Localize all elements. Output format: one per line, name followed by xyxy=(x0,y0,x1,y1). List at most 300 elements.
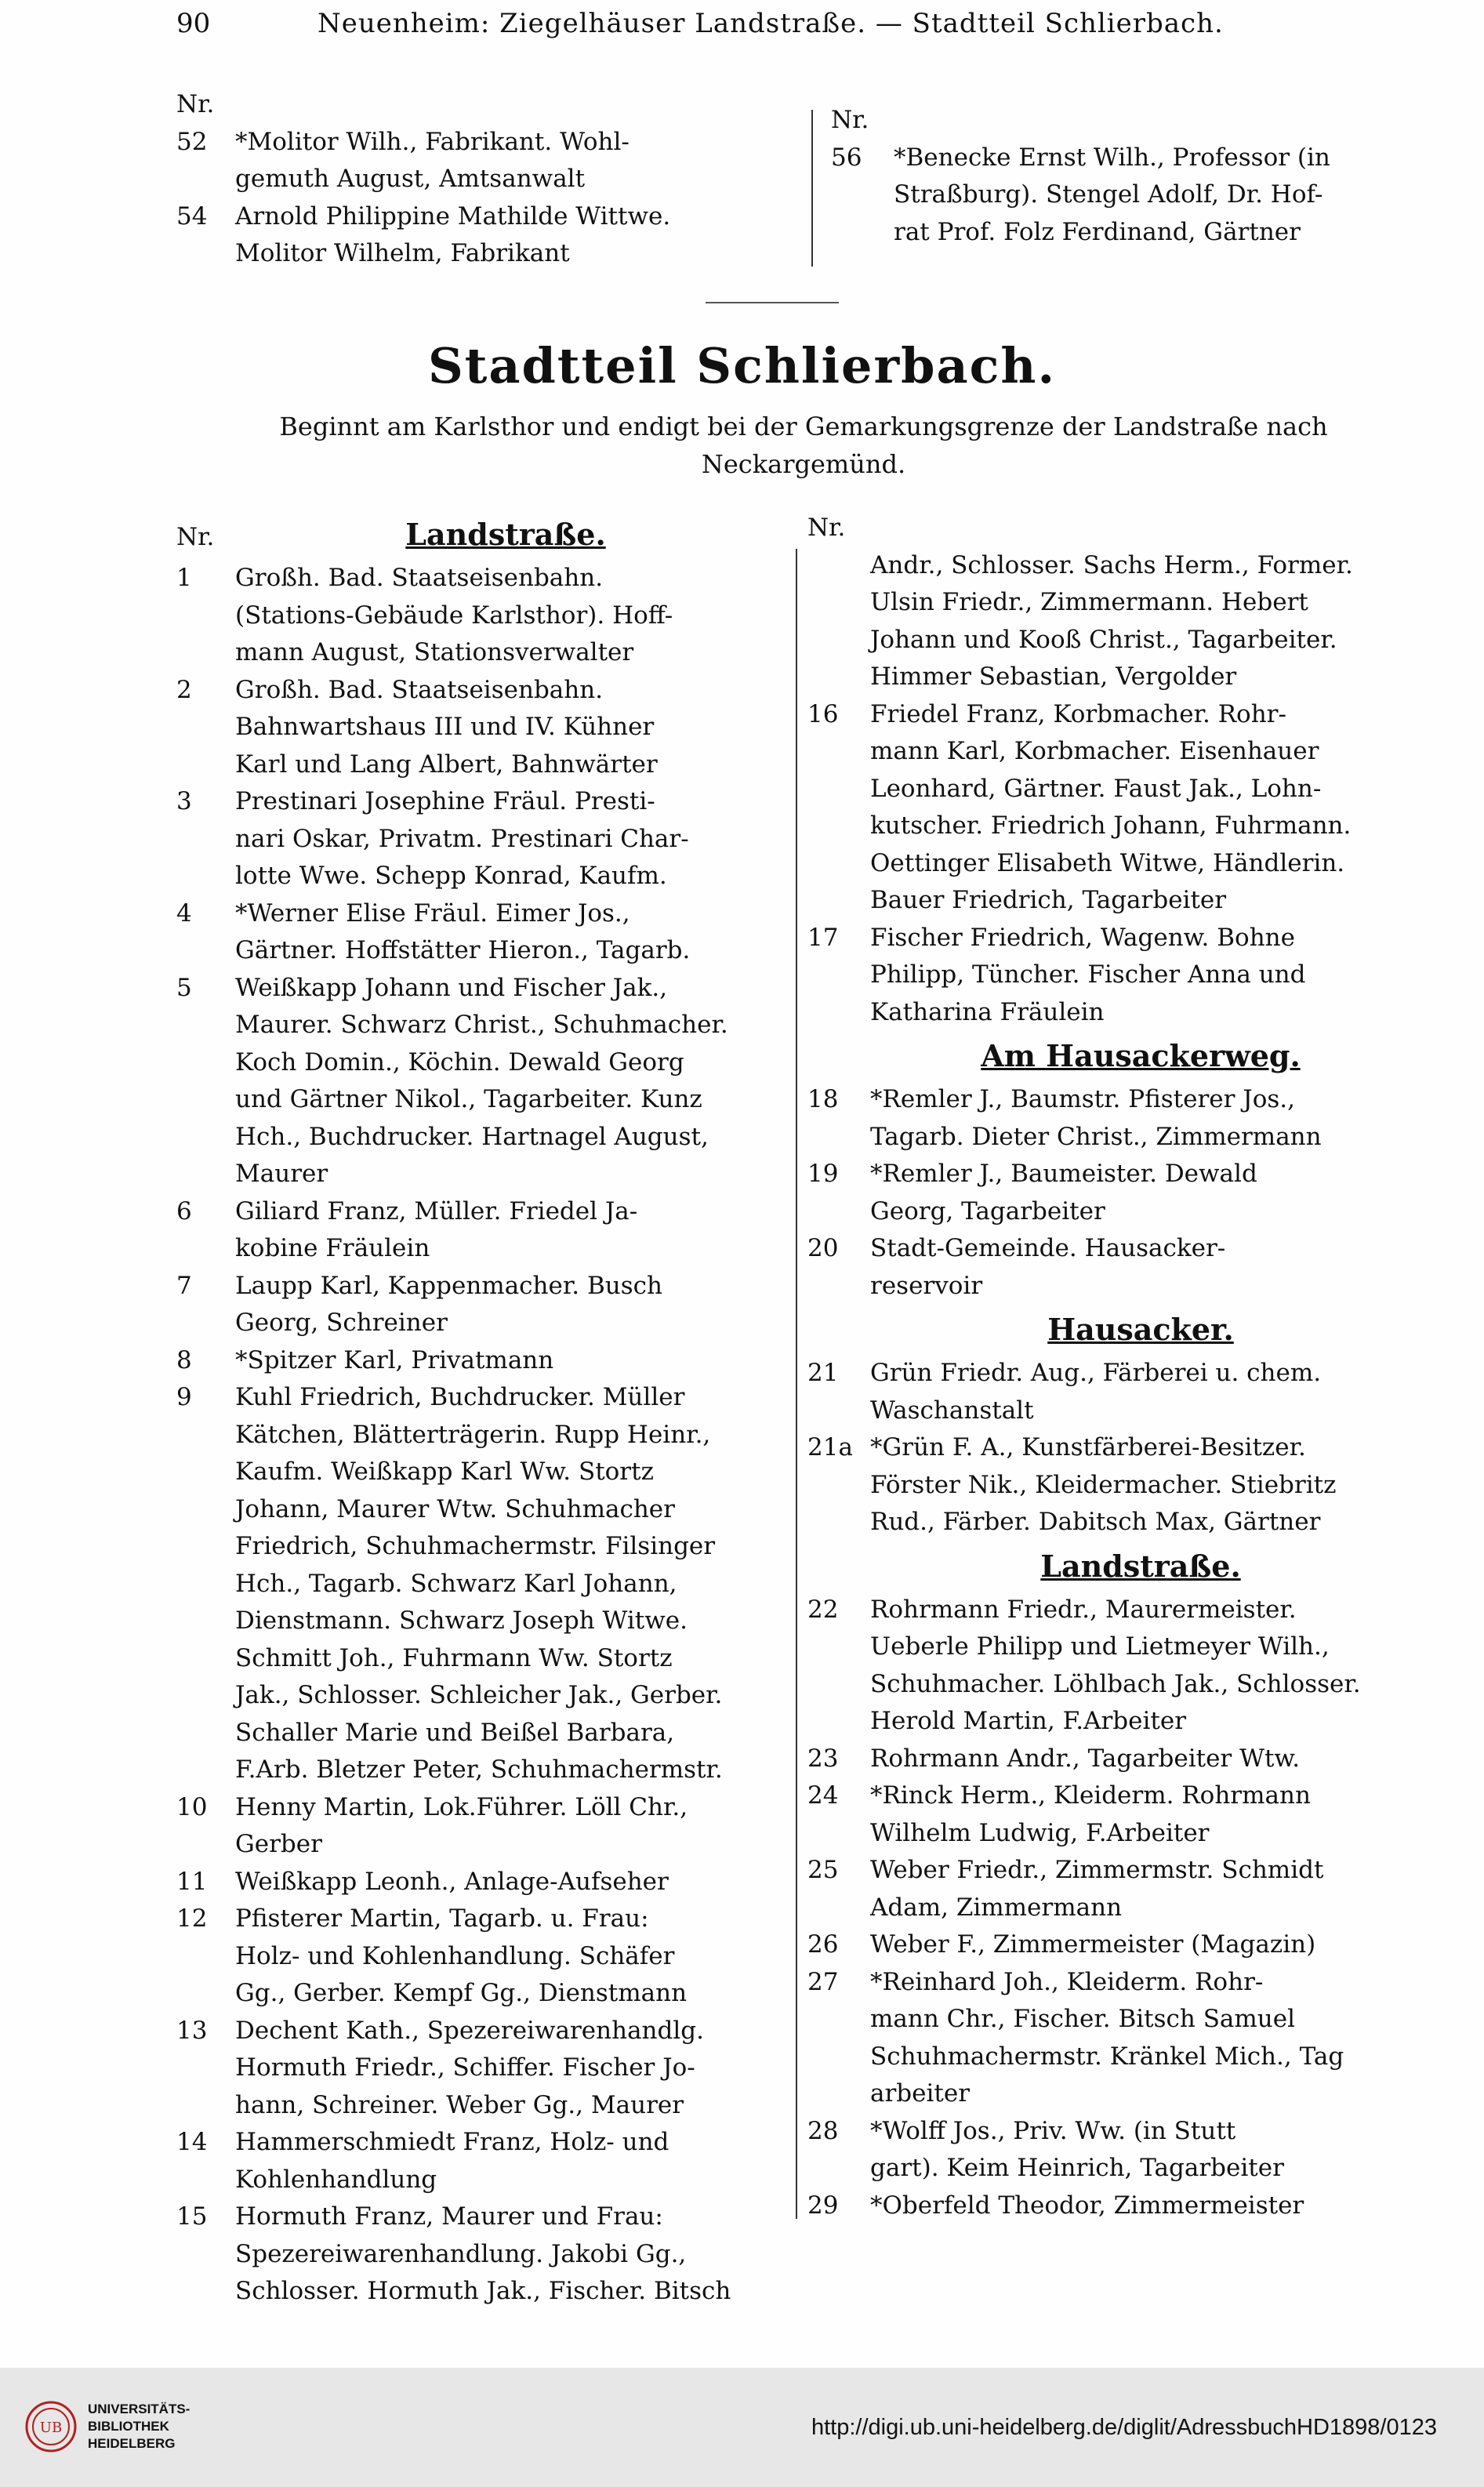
entry-text: Ulsin Friedr., Zimmermann. Hebert xyxy=(870,588,1308,616)
entry-line xyxy=(176,1230,796,1268)
house-number xyxy=(176,161,235,198)
nr-label: Nr. xyxy=(807,514,846,542)
house-number: 54 xyxy=(176,202,208,231)
house-number xyxy=(176,1230,235,1268)
entry-line xyxy=(176,1044,796,1082)
entry-text: hann, Schreiner. Weber Gg., Maurer xyxy=(235,2090,684,2119)
house-number xyxy=(176,1715,235,1752)
house-number xyxy=(176,1566,235,1603)
house-number: 10 xyxy=(176,1792,208,1821)
entry-line xyxy=(176,895,796,933)
entry-line xyxy=(831,214,1474,252)
entry-line xyxy=(176,932,796,970)
entry-text: Henny Martin, Lok.Führer. Löll Chr., xyxy=(235,1792,688,1821)
house-number xyxy=(807,1815,870,1853)
entry-line xyxy=(807,882,1474,920)
house-number xyxy=(176,1640,235,1678)
entry-line xyxy=(807,1268,1474,1305)
house-number: 9 xyxy=(176,1383,192,1411)
entry-text: Schuhmachermstr. Kränkel Mich., Tag xyxy=(870,2042,1344,2071)
entry-line xyxy=(176,2013,796,2050)
entry-text: Georg, Tagarbeiter xyxy=(870,1196,1105,1225)
entry-line xyxy=(831,176,1474,214)
house-number xyxy=(176,1491,235,1529)
entry-line xyxy=(807,2187,1474,2225)
entry-line xyxy=(176,1901,796,1938)
house-number: 29 xyxy=(807,2191,839,2220)
entry-line xyxy=(176,1566,796,1603)
entry-line xyxy=(176,2162,796,2199)
entry-line xyxy=(176,597,796,635)
entry-line xyxy=(807,1852,1474,1890)
entry-text: gemuth August, Amtsanwalt xyxy=(235,165,586,193)
entry-line xyxy=(176,672,796,710)
entry-line xyxy=(176,1528,796,1566)
house-number xyxy=(176,1603,235,1640)
house-number xyxy=(807,1666,870,1704)
entry-text: Fischer Friedrich, Wagenw. Bohne xyxy=(870,923,1295,952)
entry-text: *Spitzer Karl, Privatmann xyxy=(235,1345,554,1374)
entry-text: rat Prof. Folz Ferdinand, Gärtner xyxy=(894,217,1301,246)
entry-text: Rohrmann Friedr., Maurermeister. xyxy=(870,1595,1297,1624)
entry-text: Karl und Lang Albert, Bahnwärter xyxy=(235,750,658,779)
house-number xyxy=(176,709,235,746)
entry-text: Schaller Marie und Beißel Barbara, xyxy=(235,1718,675,1747)
house-number xyxy=(176,1826,235,1864)
entry-line xyxy=(176,1640,796,1678)
entry-text: Tagarb. Dieter Christ., Zimmermann xyxy=(870,1122,1322,1151)
entry-text: Kohlenhandlung xyxy=(235,2165,437,2194)
entry-line xyxy=(807,1741,1474,1778)
house-number xyxy=(176,1454,235,1491)
entry-text: Georg, Schreiner xyxy=(235,1309,448,1337)
entry-text: Leonhard, Gärtner. Faust Jak., Lohn- xyxy=(870,774,1322,803)
house-number: 12 xyxy=(176,1904,208,1933)
entry-text: Weber Friedr., Zimmermstr. Schmidt xyxy=(870,1856,1324,1884)
entry-line xyxy=(176,1938,796,1976)
entry-text: Kuhl Friedrich, Buchdrucker. Müller xyxy=(235,1383,685,1411)
logo-line: BIBLIOTHEK xyxy=(88,2419,169,2434)
section-heading: Hausacker. xyxy=(1047,1312,1234,1347)
entry-text: Oettinger Elisabeth Witwe, Händlerin. xyxy=(870,848,1345,877)
entry-text: Straßburg). Stengel Adolf, Dr. Hof- xyxy=(894,180,1323,209)
section-heading: Landstraße. xyxy=(405,517,606,552)
intro-text: Beginnt am Karlsthor und endigt bei der Gemarkungsgrenze der Landstraße nach Neckargemünd. xyxy=(279,412,1328,479)
entry-text: Rud., Färber. Dabitsch Max, Gärtner xyxy=(870,1508,1321,1536)
house-number: 5 xyxy=(176,973,192,1002)
entry-text: Himmer Sebastian, Vergolder xyxy=(870,663,1237,691)
entry-text: Schuhmacher. Löhlbach Jak., Schlosser. xyxy=(870,1669,1361,1698)
entry-line xyxy=(807,1230,1474,1268)
entry-line xyxy=(176,1454,796,1491)
entry-text: *Wolff Jos., Priv. Ww. (in Stutt xyxy=(870,2116,1236,2145)
house-number xyxy=(807,584,870,622)
entry-line xyxy=(176,1305,796,1342)
top-right-block xyxy=(831,102,1474,251)
house-number xyxy=(176,858,235,895)
house-number xyxy=(176,2236,235,2274)
entry-line xyxy=(807,1628,1474,1666)
entry-line xyxy=(176,1491,796,1529)
house-number: 6 xyxy=(176,1196,192,1225)
entry-line xyxy=(176,1603,796,1640)
entry-line xyxy=(176,2050,796,2087)
nr-label: Nr. xyxy=(831,106,869,134)
house-number xyxy=(807,659,870,696)
entry-line xyxy=(807,2113,1474,2151)
entry-text: Maurer xyxy=(235,1160,328,1188)
house-number: 15 xyxy=(176,2202,208,2231)
house-number xyxy=(176,932,235,970)
entry-text: Hormuth Friedr., Schiffer. Fischer Jo- xyxy=(235,2053,695,2082)
logo-line: UNIVERSITÄTS- xyxy=(88,2402,190,2416)
entry-line xyxy=(807,1777,1474,1815)
entry-text: Wilhelm Ludwig, F.Arbeiter xyxy=(870,1818,1210,1847)
entry-line xyxy=(807,957,1474,994)
house-number: 14 xyxy=(176,2128,208,2156)
house-number xyxy=(807,1392,870,1430)
house-number: 23 xyxy=(807,1744,839,1773)
house-number xyxy=(831,176,894,214)
left-column xyxy=(176,510,796,2311)
entry-line xyxy=(807,1467,1474,1505)
entry-text: lotte Wwe. Schepp Konrad, Kaufm. xyxy=(235,862,667,890)
entry-text: Herold Martin, F.Arbeiter xyxy=(870,1707,1187,1735)
entry-line xyxy=(176,1715,796,1752)
entry-text: Bahnwartshaus III und IV. Kühner xyxy=(235,713,655,741)
house-number xyxy=(807,1467,870,1505)
house-number xyxy=(176,235,235,273)
house-number xyxy=(176,2162,235,2199)
entry-text: Ueberle Philipp und Lietmeyer Wilh., xyxy=(870,1632,1330,1661)
entry-text: mann August, Stationsverwalter xyxy=(235,638,634,666)
house-number xyxy=(176,2050,235,2087)
house-number: 7 xyxy=(176,1271,192,1300)
entry-line xyxy=(807,771,1474,808)
entry-line xyxy=(176,1864,796,1901)
entry-text: Friedel Franz, Korbmacher. Rohr- xyxy=(870,699,1286,728)
house-number: 18 xyxy=(807,1085,839,1113)
entry-line xyxy=(176,161,804,198)
entry-line xyxy=(807,2075,1474,2113)
university-seal-icon xyxy=(24,2399,78,2454)
entry-line xyxy=(176,783,796,821)
entry-text: Jak., Schlosser. Schleicher Jak., Gerber. xyxy=(235,1681,723,1709)
entry-text: Kaufm. Weißkapp Karl Ww. Stortz xyxy=(235,1458,654,1486)
house-number xyxy=(807,882,870,920)
entry-text: *Remler J., Baumstr. Pfisterer Jos., xyxy=(870,1085,1296,1113)
entry-line xyxy=(176,2198,796,2236)
entry-text: Dienstmann. Schwarz Joseph Witwe. xyxy=(235,1607,688,1635)
entry-text: Schmitt Joh., Fuhrmann Ww. Stortz xyxy=(235,1643,673,1672)
entry-text: Grün Friedr. Aug., Färberei u. chem. xyxy=(870,1359,1322,1387)
entry-line xyxy=(807,1964,1474,2002)
house-number xyxy=(807,2001,870,2039)
entry-text: Weißkapp Johann und Fischer Jak., xyxy=(235,973,668,1002)
entry-line xyxy=(176,2236,796,2274)
entry-text: Großh. Bad. Staatseisenbahn. xyxy=(235,564,604,592)
entry-text: *Reinhard Joh., Kleiderm. Rohr- xyxy=(870,1967,1264,1996)
entry-text: Bauer Friedrich, Tagarbeiter xyxy=(870,886,1227,914)
entry-text: Giliard Franz, Müller. Friedel Ja- xyxy=(235,1196,638,1225)
entry-line xyxy=(807,1392,1474,1430)
entry-line xyxy=(807,584,1474,622)
house-number: 27 xyxy=(807,1967,839,1996)
house-number: 52 xyxy=(176,127,208,156)
house-number: 25 xyxy=(807,1856,839,1884)
entry-text: Gg., Gerber. Kempf Gg., Dienstmann xyxy=(235,1979,688,2007)
house-number xyxy=(176,746,235,784)
entry-text: nari Oskar, Privatm. Prestinari Char- xyxy=(235,824,689,853)
entry-line xyxy=(807,1119,1474,1156)
entry-text: Waschanstalt xyxy=(870,1396,1034,1425)
entry-text: reservoir xyxy=(870,1271,983,1300)
house-number xyxy=(176,1081,235,1119)
entry-text: Molitor Wilhelm, Fabrikant xyxy=(235,239,570,267)
house-number xyxy=(176,1938,235,1976)
entry-text: Hormuth Franz, Maurer und Frau: xyxy=(235,2202,663,2231)
entry-text: Förster Nik., Kleidermacher. Stiebritz xyxy=(870,1470,1337,1499)
house-number: 26 xyxy=(807,1930,839,1959)
house-number: 20 xyxy=(807,1234,839,1262)
entry-line xyxy=(176,1007,796,1044)
footer-bar xyxy=(0,2368,1484,2487)
entry-line xyxy=(807,1081,1474,1119)
house-number: 4 xyxy=(176,899,192,928)
entry-line xyxy=(176,198,804,236)
entry-text: Schlosser. Hormuth Jak., Fischer. Bitsch xyxy=(235,2277,731,2305)
entry-line xyxy=(807,845,1474,883)
entry-text: Arnold Philippine Mathilde Wittwe. xyxy=(235,202,671,231)
house-number xyxy=(176,1007,235,1044)
house-number xyxy=(807,1193,870,1231)
entry-text: Hch., Buchdrucker. Hartnagel August, xyxy=(235,1122,709,1151)
house-number xyxy=(807,2150,870,2187)
entry-line xyxy=(176,235,804,273)
house-number: 22 xyxy=(807,1595,839,1624)
house-number: 3 xyxy=(176,787,192,815)
entry-text: Stadt-Gemeinde. Hausacker- xyxy=(870,1234,1226,1262)
entry-text: Adam, Zimmermann xyxy=(870,1893,1123,1922)
entry-line xyxy=(176,1417,796,1454)
entry-text: *Rinck Herm., Kleiderm. Rohrmann xyxy=(870,1781,1311,1810)
entry-line xyxy=(807,920,1474,957)
entry-line xyxy=(176,634,796,672)
entry-text: Gärtner. Hoffstätter Hieron., Tagarb. xyxy=(235,936,691,964)
entry-line xyxy=(807,1156,1474,1193)
top-left-block xyxy=(176,86,804,273)
house-number: 17 xyxy=(807,923,839,952)
entry-line xyxy=(176,1119,796,1156)
house-number xyxy=(176,2273,235,2311)
entry-line xyxy=(807,2150,1474,2187)
house-number: 21 xyxy=(807,1359,839,1387)
section-heading: Landstraße. xyxy=(1040,1548,1241,1584)
entry-text: Maurer. Schwarz Christ., Schuhmacher. xyxy=(235,1011,728,1039)
entry-line xyxy=(176,1156,796,1193)
entry-text: *Benecke Ernst Wilh., Professor (in xyxy=(894,143,1330,172)
entry-text: *Werner Elise Fräul. Eimer Jos., xyxy=(235,899,630,928)
nr-label: Nr. xyxy=(176,90,215,118)
house-number xyxy=(807,808,870,845)
house-number xyxy=(176,1156,235,1193)
house-number xyxy=(176,634,235,672)
house-number xyxy=(807,1890,870,1927)
entry-line xyxy=(807,1666,1474,1704)
entry-line xyxy=(807,1592,1474,1629)
house-number xyxy=(807,957,870,994)
entry-line xyxy=(807,1504,1474,1541)
entry-line xyxy=(807,659,1474,696)
entry-line xyxy=(807,1429,1474,1467)
house-number xyxy=(807,1504,870,1541)
entry-line xyxy=(807,2039,1474,2076)
entry-text: *Grün F. A., Kunstfärberei-Besitzer. xyxy=(870,1433,1306,1461)
entry-text: Laupp Karl, Kappenmacher. Busch xyxy=(235,1271,662,1300)
entry-line xyxy=(176,1342,796,1380)
entry-line xyxy=(807,808,1474,845)
house-number xyxy=(807,2075,870,2113)
entry-text: und Gärtner Nikol., Tagarbeiter. Kunz xyxy=(235,1085,702,1113)
house-number xyxy=(807,1119,870,1156)
entry-text: Philipp, Tüncher. Fischer Anna und xyxy=(870,960,1306,989)
entry-text: Dechent Kath., Spezereiwarenhandlg. xyxy=(235,2016,704,2045)
house-number: 8 xyxy=(176,1345,192,1374)
entry-text: Friedrich, Schuhmachermstr. Filsinger xyxy=(235,1532,716,1560)
entry-line xyxy=(176,1193,796,1231)
entry-text: arbeiter xyxy=(870,2079,971,2108)
entry-line xyxy=(807,1703,1474,1741)
svg-text:UB: UB xyxy=(39,2420,63,2436)
house-number: 19 xyxy=(807,1160,839,1188)
entry-line xyxy=(831,140,1474,177)
house-number xyxy=(807,1703,870,1741)
entry-text: mann Chr., Fischer. Bitsch Samuel xyxy=(870,2005,1296,2033)
house-number xyxy=(807,845,870,883)
source-url-link[interactable]: http://digi.ub.uni-heidelberg.de/diglit/AdressbuchHD1898/0123 xyxy=(811,2415,1437,2440)
entry-line xyxy=(807,1815,1474,1853)
entry-line xyxy=(807,547,1474,585)
house-number xyxy=(831,214,894,252)
entry-text: *Molitor Wilh., Fabrikant. Wohl- xyxy=(235,127,630,156)
house-number xyxy=(176,2087,235,2125)
entry-text: Holz- und Kohlenhandlung. Schäfer xyxy=(235,1941,675,1970)
house-number xyxy=(176,821,235,859)
entry-line xyxy=(807,733,1474,771)
entry-text: Kätchen, Blätterträgerin. Rupp Heinr., xyxy=(235,1420,711,1449)
house-number xyxy=(176,1044,235,1082)
house-number xyxy=(807,1628,870,1666)
house-number: 28 xyxy=(807,2116,839,2145)
house-number xyxy=(807,622,870,659)
house-number: 21a xyxy=(807,1433,853,1461)
entry-line xyxy=(176,970,796,1008)
section-heading: Am Hausackerweg. xyxy=(981,1038,1301,1073)
entry-line xyxy=(176,1975,796,2013)
entry-text: kobine Fräulein xyxy=(235,1234,430,1262)
entry-text: Hammerschmiedt Franz, Holz- und xyxy=(235,2128,669,2156)
entry-text: Pfisterer Martin, Tagarb. u. Frau: xyxy=(235,1904,649,1933)
house-number xyxy=(807,2039,870,2076)
running-title: Neuenheim: Ziegelhäuser Landstraße. — Stadtteil Schlierbach. xyxy=(317,8,1224,39)
house-number xyxy=(176,1305,235,1342)
entry-text: (Stations-Gebäude Karlsthor). Hoff- xyxy=(235,601,673,630)
house-number xyxy=(176,1677,235,1715)
entry-text: Johann und Kooß Christ., Tagarbeiter. xyxy=(870,625,1337,654)
entry-line xyxy=(176,1789,796,1827)
entry-text: Hch., Tagarb. Schwarz Karl Johann, xyxy=(235,1569,677,1598)
entry-line xyxy=(807,994,1474,1032)
entry-line xyxy=(807,1193,1474,1231)
house-number: 11 xyxy=(176,1867,208,1896)
entry-line xyxy=(176,1677,796,1715)
library-logo-text xyxy=(88,2401,190,2453)
entry-text: *Remler J., Baumeister. Dewald xyxy=(870,1160,1257,1188)
logo-line: HEIDELBERG xyxy=(88,2436,176,2451)
column-rule xyxy=(811,110,813,267)
entry-line xyxy=(176,2087,796,2125)
column-rule xyxy=(796,549,797,2219)
house-number xyxy=(176,1975,235,2013)
house-number xyxy=(176,1119,235,1156)
entry-text: Großh. Bad. Staatseisenbahn. xyxy=(235,675,604,704)
separator-rule xyxy=(706,302,839,303)
entry-line xyxy=(807,1890,1474,1927)
entry-text: kutscher. Friedrich Johann, Fuhrmann. xyxy=(870,811,1352,840)
entry-text: F.Arb. Bletzer Peter, Schuhmachermstr. xyxy=(235,1755,723,1784)
house-number: 2 xyxy=(176,675,192,704)
entry-text: Koch Domin., Köchin. Dewald Georg xyxy=(235,1047,684,1076)
house-number xyxy=(807,733,870,771)
entry-line xyxy=(176,746,796,784)
entry-line xyxy=(176,1752,796,1789)
entry-text: Weber F., Zimmermeister (Magazin) xyxy=(870,1930,1316,1959)
entry-line xyxy=(176,1826,796,1864)
page-number: 90 xyxy=(176,8,211,39)
entry-line xyxy=(176,1268,796,1305)
house-number xyxy=(807,547,870,585)
house-number xyxy=(176,1752,235,1789)
house-number: 16 xyxy=(807,699,839,728)
house-number: 13 xyxy=(176,2016,208,2045)
house-number xyxy=(807,994,870,1032)
entry-line xyxy=(176,709,796,746)
entry-line xyxy=(807,1926,1474,1964)
house-number xyxy=(176,1528,235,1566)
entry-line xyxy=(176,560,796,597)
entry-text: mann Karl, Korbmacher. Eisenhauer xyxy=(870,737,1319,765)
entry-text: gart). Keim Heinrich, Tagarbeiter xyxy=(870,2154,1284,2182)
entry-line xyxy=(807,2001,1474,2039)
entry-line xyxy=(176,821,796,859)
entry-text: Andr., Schlosser. Sachs Herm., Former. xyxy=(870,550,1353,579)
entry-line xyxy=(807,622,1474,659)
entry-text: Katharina Fräulein xyxy=(870,997,1105,1026)
house-number xyxy=(807,1268,870,1305)
entry-text: Rohrmann Andr., Tagarbeiter Wtw. xyxy=(870,1744,1301,1773)
house-number xyxy=(807,771,870,808)
page-title: Stadtteil Schlierbach. xyxy=(427,337,1057,394)
entry-text: Spezereiwarenhandlung. Jakobi Gg., xyxy=(235,2239,687,2268)
house-number: 1 xyxy=(176,564,192,592)
entry-line xyxy=(176,858,796,895)
entry-line xyxy=(807,696,1474,734)
entry-text: Prestinari Josephine Fräul. Presti- xyxy=(235,787,655,815)
entry-line xyxy=(176,1379,796,1417)
entry-line xyxy=(807,1355,1474,1392)
entry-line xyxy=(176,1081,796,1119)
right-column xyxy=(807,510,1474,2224)
